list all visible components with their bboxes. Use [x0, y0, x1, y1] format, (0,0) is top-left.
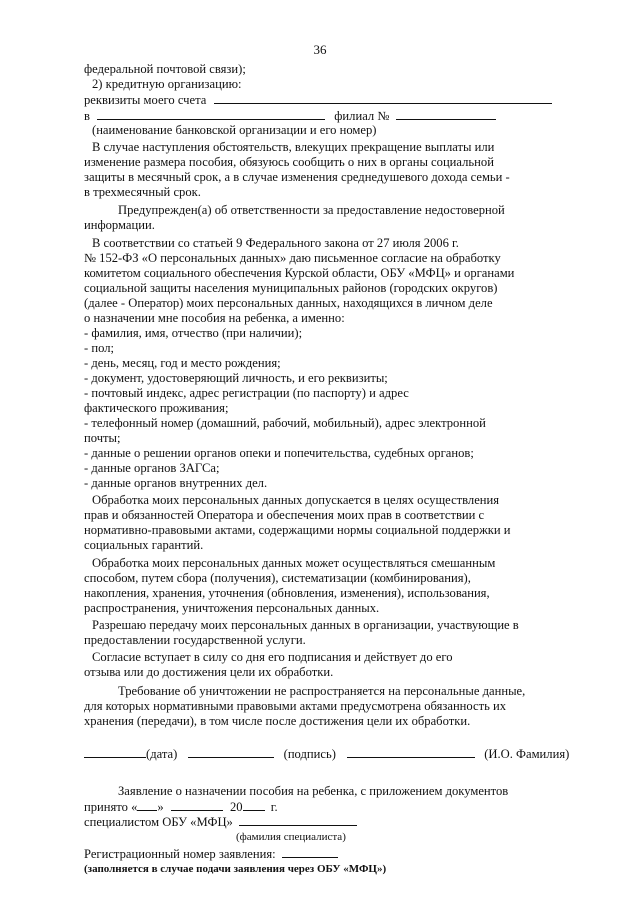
accepted-prefix: принято «: [84, 800, 138, 814]
account-blank: [214, 92, 552, 104]
text-line: изменение размера пособия, обязуюсь сообщить о них в органы социальной: [84, 155, 494, 169]
list-item: - данные о решении органов опеки и попечительства, судебных органов;: [84, 446, 474, 460]
text-line: Согласие вступает в силу со дня его подписания и действует до его: [92, 650, 453, 664]
text-line: распространения, уничтожения персональных данных.: [84, 601, 380, 615]
reg-number-blank: [282, 846, 338, 858]
text-line: накопления, хранения, уточнения (обновления, изменения), использования,: [84, 586, 490, 600]
text-line: способом, путем сбора (получения), систематизации (комбинирования),: [84, 571, 471, 585]
text-line: комитетом социального обеспечения Курской области, ОБУ «МФЦ» и органами: [84, 266, 515, 280]
day-blank: [137, 799, 157, 811]
text-line: для которых нормативными правовыми актами предусмотрена обязанность их: [84, 699, 507, 713]
text-line: информации.: [84, 218, 155, 232]
text-line: Предупрежден(а) об ответственности за предоставление недостоверной: [118, 203, 505, 217]
list-item: - фамилия, имя, отчество (при наличии);: [84, 326, 303, 340]
list-item: - данные органов ЗАГСа;: [84, 461, 220, 475]
date-blank: [84, 746, 146, 758]
text-line: отзыва или до достижения цели их обработки.: [84, 665, 334, 679]
list-item: - пол;: [84, 341, 114, 355]
bank-prefix: в: [84, 109, 90, 123]
accepted-line: [84, 799, 278, 815]
branch-blank: [396, 108, 496, 120]
text-line: федеральной почтовой связи);: [84, 62, 246, 76]
text-line: прав и обязанностей Оператора и обеспечения моих прав в соответствии с: [84, 508, 485, 522]
list-item: - документ, удостоверяющий личность, и его реквизиты;: [84, 371, 388, 385]
list-item: - телефонный номер (домашний, рабочий, мобильный), адрес электронной: [84, 416, 486, 430]
text-line: в трехмесячный срок.: [84, 185, 201, 199]
list-item: - почтовый индекс, адрес регистрации (по паспорту) и адрес: [84, 386, 409, 400]
name-label: (И.О. Фамилия): [484, 747, 570, 761]
year-prefix: 20: [230, 800, 243, 814]
text-line: В соответствии со статьей 9 Федерального закона от 27 июля 2006 г.: [92, 236, 459, 250]
text-line: Требование об уничтожении не распространяется на персональные данные,: [118, 684, 526, 698]
name-blank: [347, 746, 475, 758]
bank-caption: (наименование банковской организации и его номер): [92, 123, 377, 137]
month-blank: [171, 799, 223, 811]
list-item: - данные органов внутренних дел.: [84, 476, 268, 490]
quote-close: »: [157, 800, 164, 814]
text-line: социальных гарантий.: [84, 538, 204, 552]
branch-label: филиал №: [334, 109, 390, 123]
reg-number-label: Регистрационный номер заявления:: [84, 847, 276, 861]
text-line: защиты в месячный срок, а в случае изменения среднедушевого дохода семьи -: [84, 170, 510, 184]
account-label: реквизиты моего счета: [84, 93, 207, 107]
bank-blank: [97, 108, 325, 120]
text-line: № 152-ФЗ «О персональных данных» даю письменное согласие на обработку: [84, 251, 501, 265]
sign-label: (подпись): [283, 747, 336, 761]
text-line: (далее - Оператор) моих персональных данных, находящихся в личном деле: [84, 296, 493, 310]
account-line: [84, 92, 552, 108]
reg-number-line: [84, 846, 338, 862]
specialist-line: [84, 814, 357, 830]
page-number: 36: [313, 42, 327, 57]
specialist-caption: (фамилия специалиста): [236, 831, 346, 843]
text-line: Обработка моих персональных данных может осуществляться смешанным: [92, 556, 496, 570]
list-item: фактического проживания;: [84, 401, 229, 415]
signature-row: [84, 746, 569, 762]
reg-note: (заполняется в случае подачи заявления через ОБУ «МФЦ»): [84, 863, 387, 875]
text-line: хранения (передачи), в том числе после достижения цели их обработки.: [84, 714, 471, 728]
text-line: о назначении мне пособия на ребенка, а именно:: [84, 311, 345, 325]
text-line: социальной защиты населения муниципальных районов (городских округов): [84, 281, 498, 295]
specialist-label: специалистом ОБУ «МФЦ»: [84, 815, 233, 829]
text-line: нормативно-правовыми актами, содержащими нормы социальной поддержки и: [84, 523, 511, 537]
text-line: Разрешаю передачу моих персональных данных в организации, участвующие в: [92, 618, 519, 632]
text-line: Обработка моих персональных данных допускается в целях осуществления: [92, 493, 500, 507]
footer-line: Заявление о назначении пособия на ребенка, с приложением документов: [118, 784, 509, 798]
text-line: предоставлении государственной услуги.: [84, 633, 306, 647]
year-suffix: г.: [270, 800, 278, 814]
list-item: почты;: [84, 431, 121, 445]
year-blank: [243, 799, 265, 811]
sign-blank: [188, 746, 274, 758]
date-label: (дата): [146, 747, 178, 761]
text-line: 2) кредитную организацию:: [92, 77, 242, 91]
text-line: В случае наступления обстоятельств, влекущих прекращение выплаты или: [92, 140, 495, 154]
specialist-blank: [239, 814, 357, 826]
bank-line: [84, 108, 496, 124]
list-item: - день, месяц, год и место рождения;: [84, 356, 281, 370]
